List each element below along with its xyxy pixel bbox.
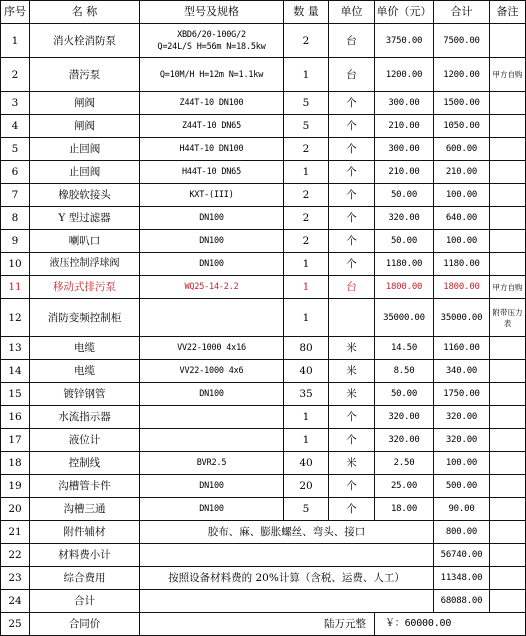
- row-no: 24: [1, 590, 30, 613]
- row-model: H44T-10 DN100: [140, 138, 284, 161]
- row-price: 35000.00: [375, 299, 434, 337]
- row-price: 18.00: [375, 498, 434, 521]
- header-no: 序号: [1, 1, 30, 24]
- row-qty: 5: [284, 115, 329, 138]
- row-note: [490, 207, 526, 230]
- row-unit: 个: [329, 429, 375, 452]
- row-note: 甲方自购: [490, 58, 526, 92]
- row-model: [140, 406, 284, 429]
- row-total: 640.00: [434, 207, 490, 230]
- table-row: [1, 92, 526, 115]
- row-qty: 80: [284, 337, 329, 360]
- row-name: 电缆: [30, 337, 140, 360]
- row-unit: 台: [329, 58, 375, 92]
- row-no: 25: [1, 613, 30, 636]
- row-qty: 1: [284, 299, 329, 337]
- row-note: [490, 544, 526, 567]
- row-no: 19: [1, 475, 30, 498]
- row-name: 移动式排污泵: [30, 276, 140, 299]
- row-note: [490, 452, 526, 475]
- row-model: DN100: [140, 498, 284, 521]
- row-note: [490, 590, 526, 613]
- row-qty: 1: [284, 406, 329, 429]
- row-model: DN100: [140, 475, 284, 498]
- row-no: 16: [1, 406, 30, 429]
- row-name: 止回阀: [30, 161, 140, 184]
- row-unit: 个: [329, 498, 375, 521]
- row-total: 500.00: [434, 475, 490, 498]
- summary-row-r25: [1, 613, 526, 636]
- row-no: 13: [1, 337, 30, 360]
- row-no: 1: [1, 24, 30, 58]
- header-row: [1, 1, 526, 24]
- row-model: VV22-1000 4x16: [140, 337, 284, 360]
- row-note: [490, 429, 526, 452]
- table-row: [1, 24, 526, 58]
- row-note: [490, 337, 526, 360]
- row-model: H44T-10 DN65: [140, 161, 284, 184]
- row-unit: 个: [329, 406, 375, 429]
- row-note: [490, 253, 526, 276]
- row-name: 橡胶软接头: [30, 184, 140, 207]
- row-note: [490, 24, 526, 58]
- row-model: Q=10M/H H=12m N=1.1kw: [140, 58, 284, 92]
- row-price: 210.00: [375, 115, 434, 138]
- row-name: 闸阀: [30, 115, 140, 138]
- row-qty: 2: [284, 138, 329, 161]
- row-note: [490, 92, 526, 115]
- row-note: [490, 475, 526, 498]
- row-unit: 个: [329, 138, 375, 161]
- row-model: DN100: [140, 230, 284, 253]
- row-qty: 40: [284, 360, 329, 383]
- row-no: 5: [1, 138, 30, 161]
- row-name: 消火栓消防泵: [30, 24, 140, 58]
- row-note: [490, 360, 526, 383]
- row-price: 14.50: [375, 337, 434, 360]
- row-unit: 个: [329, 184, 375, 207]
- row-total: 100.00: [434, 452, 490, 475]
- row-total: 100.00: [434, 184, 490, 207]
- row-total: 320.00: [434, 406, 490, 429]
- row-no: 7: [1, 184, 30, 207]
- row-qty: 2: [284, 230, 329, 253]
- row-note: [490, 184, 526, 207]
- row-name: 水流指示器: [30, 406, 140, 429]
- row-price: 320.00: [375, 406, 434, 429]
- row-unit: 个: [329, 92, 375, 115]
- row-model-line1: XBD6/20-100G/2: [177, 29, 246, 40]
- summary-row-r22: [1, 544, 526, 567]
- row-price: 320.00: [375, 207, 434, 230]
- row-name: 附件辅材: [30, 521, 140, 544]
- row-no: 21: [1, 521, 30, 544]
- row-name: 潜污泵: [30, 58, 140, 92]
- table-row: [1, 429, 526, 452]
- row-name: 止回阀: [30, 138, 140, 161]
- row-unit: 个: [329, 115, 375, 138]
- row-name: 镀锌钢管: [30, 383, 140, 406]
- row-description: 胶布、麻、膨胀螺丝、弯头、接口: [140, 521, 434, 544]
- table-row: [1, 115, 526, 138]
- row-note: [490, 567, 526, 590]
- row-price: 1180.00: [375, 253, 434, 276]
- row-name: 材料费小计: [30, 544, 140, 567]
- row-unit: 个: [329, 475, 375, 498]
- row-total: 1050.00: [434, 115, 490, 138]
- row-unit: 个: [329, 230, 375, 253]
- row-price: 300.00: [375, 138, 434, 161]
- row-total: 56740.00: [434, 544, 490, 567]
- table-row: [1, 337, 526, 360]
- row-no: 10: [1, 253, 30, 276]
- header-unit: 单位: [329, 1, 375, 24]
- row-no: 18: [1, 452, 30, 475]
- row-total: 1200.00: [434, 58, 490, 92]
- table-row: [1, 475, 526, 498]
- row-total: 320.00: [434, 429, 490, 452]
- row-name: 沟槽管卡件: [30, 475, 140, 498]
- row-note: [490, 406, 526, 429]
- row-no: 6: [1, 161, 30, 184]
- table-row: [1, 138, 526, 161]
- row-note: [490, 115, 526, 138]
- row-name: 合计: [30, 590, 140, 613]
- row-total: 90.00: [434, 498, 490, 521]
- row-unit: 台: [329, 24, 375, 58]
- row-no: 3: [1, 92, 30, 115]
- header-total: 合计: [434, 1, 490, 24]
- row-note: 附带压力表: [490, 299, 526, 337]
- row-note: [490, 161, 526, 184]
- summary-row-r23: [1, 567, 526, 590]
- row-price: 50.00: [375, 383, 434, 406]
- header-name: 名 称: [30, 1, 140, 24]
- table-row: [1, 383, 526, 406]
- row-note: [490, 521, 526, 544]
- row-name: 控制线: [30, 452, 140, 475]
- row-name: 喇叭口: [30, 230, 140, 253]
- row-note: 甲方自购: [490, 276, 526, 299]
- row-model: [140, 429, 284, 452]
- row-price: 1800.00: [375, 276, 434, 299]
- row-model: DN100: [140, 207, 284, 230]
- row-no: 17: [1, 429, 30, 452]
- row-name: 液位计: [30, 429, 140, 452]
- row-no: 2: [1, 58, 30, 92]
- row-price: 2.50: [375, 452, 434, 475]
- row-total: 7500.00: [434, 24, 490, 58]
- row-no: 9: [1, 230, 30, 253]
- table-row: [1, 406, 526, 429]
- row-total: 1500.00: [434, 92, 490, 115]
- table-row: [1, 253, 526, 276]
- row-model: DN100: [140, 253, 284, 276]
- row-total: 68088.00: [434, 590, 490, 613]
- row-unit: 个: [329, 253, 375, 276]
- row-note: [490, 230, 526, 253]
- row-qty: 1: [284, 58, 329, 92]
- header-price: 单价（元）: [375, 1, 434, 24]
- row-no: 14: [1, 360, 30, 383]
- row-no: 12: [1, 299, 30, 337]
- header-model: 型号及规格: [140, 1, 284, 24]
- row-qty: 5: [284, 498, 329, 521]
- row-model: Z44T-10 DN100: [140, 92, 284, 115]
- row-total: 1180.00: [434, 253, 490, 276]
- row-total: 1160.00: [434, 337, 490, 360]
- header-note: 备注: [490, 1, 526, 24]
- row-total: 800.00: [434, 521, 490, 544]
- row-model: WQ25-14-2.2: [140, 276, 284, 299]
- row-model: BVR2.5: [140, 452, 284, 475]
- row-total: 11348.00: [434, 567, 490, 590]
- row-description: [140, 590, 434, 613]
- row-name: 液压控制浮球阀: [30, 253, 140, 276]
- row-qty: 2: [284, 184, 329, 207]
- row-name: Y 型过滤器: [30, 207, 140, 230]
- table-row: [1, 276, 526, 299]
- row-qty: 2: [284, 207, 329, 230]
- row-model: DN100: [140, 383, 284, 406]
- table-row: [1, 184, 526, 207]
- row-no: 23: [1, 567, 30, 590]
- row-qty: 1: [284, 161, 329, 184]
- row-no: 11: [1, 276, 30, 299]
- row-price: 8.50: [375, 360, 434, 383]
- row-name: 综合费用: [30, 567, 140, 590]
- row-price: 3750.00: [375, 24, 434, 58]
- row-model-line2: Q=24L/S H=56m N=18.5kw: [157, 41, 266, 52]
- row-note: [490, 138, 526, 161]
- row-unit: 米: [329, 452, 375, 475]
- table-row: [1, 452, 526, 475]
- row-unit: 米: [329, 383, 375, 406]
- row-price: 50.00: [375, 184, 434, 207]
- row-qty: 5: [284, 92, 329, 115]
- table-row: [1, 299, 526, 337]
- row-total: 340.00: [434, 360, 490, 383]
- row-name: 合同价: [30, 613, 140, 636]
- row-total: 35000.00: [434, 299, 490, 337]
- table-row: [1, 58, 526, 92]
- row-no: 20: [1, 498, 30, 521]
- contract-amount-words: 陆万元整: [140, 613, 375, 636]
- row-name: 电缆: [30, 360, 140, 383]
- row-unit: 个: [329, 207, 375, 230]
- row-no: 15: [1, 383, 30, 406]
- table-row: [1, 207, 526, 230]
- row-qty: 1: [284, 276, 329, 299]
- table-row: [1, 498, 526, 521]
- row-description: [140, 544, 434, 567]
- row-note: [490, 498, 526, 521]
- row-unit: 台: [329, 276, 375, 299]
- row-price: 210.00: [375, 161, 434, 184]
- row-unit: 米: [329, 360, 375, 383]
- row-note: [490, 383, 526, 406]
- table-row: [1, 360, 526, 383]
- row-qty: 35: [284, 383, 329, 406]
- row-unit: 个: [329, 161, 375, 184]
- row-description: 按照设备材料费的 20%计算（含税、运费、人工）: [140, 567, 434, 590]
- row-model: [140, 299, 284, 337]
- row-total: 1750.00: [434, 383, 490, 406]
- table-row: [1, 230, 526, 253]
- row-no: 4: [1, 115, 30, 138]
- row-name: 消防变频控制柜: [30, 299, 140, 337]
- row-model: KXT-(III): [140, 184, 284, 207]
- row-qty: 40: [284, 452, 329, 475]
- summary-row-r21: [1, 521, 526, 544]
- table-row: [1, 161, 526, 184]
- row-total: 210.00: [434, 161, 490, 184]
- row-total: 600.00: [434, 138, 490, 161]
- row-name: 沟槽三通: [30, 498, 140, 521]
- row-price: 50.00: [375, 230, 434, 253]
- row-no: 8: [1, 207, 30, 230]
- header-qty: 数 量: [284, 1, 329, 24]
- row-qty: 2: [284, 24, 329, 58]
- row-qty: 1: [284, 253, 329, 276]
- row-price: 1200.00: [375, 58, 434, 92]
- row-no: 22: [1, 544, 30, 567]
- row-model: VV22-1000 4x6: [140, 360, 284, 383]
- row-name: 闸阀: [30, 92, 140, 115]
- row-qty: 1: [284, 429, 329, 452]
- row-total: 100.00: [434, 230, 490, 253]
- summary-row-r24: [1, 590, 526, 613]
- row-price: 25.00: [375, 475, 434, 498]
- row-model: [140, 24, 284, 58]
- row-unit: [329, 299, 375, 337]
- contract-amount-figures: ￥：60000.00: [375, 613, 526, 636]
- row-unit: 米: [329, 337, 375, 360]
- row-total: 1800.00: [434, 276, 490, 299]
- row-qty: 20: [284, 475, 329, 498]
- row-model: Z44T-10 DN65: [140, 115, 284, 138]
- row-price: 300.00: [375, 92, 434, 115]
- row-price: 320.00: [375, 429, 434, 452]
